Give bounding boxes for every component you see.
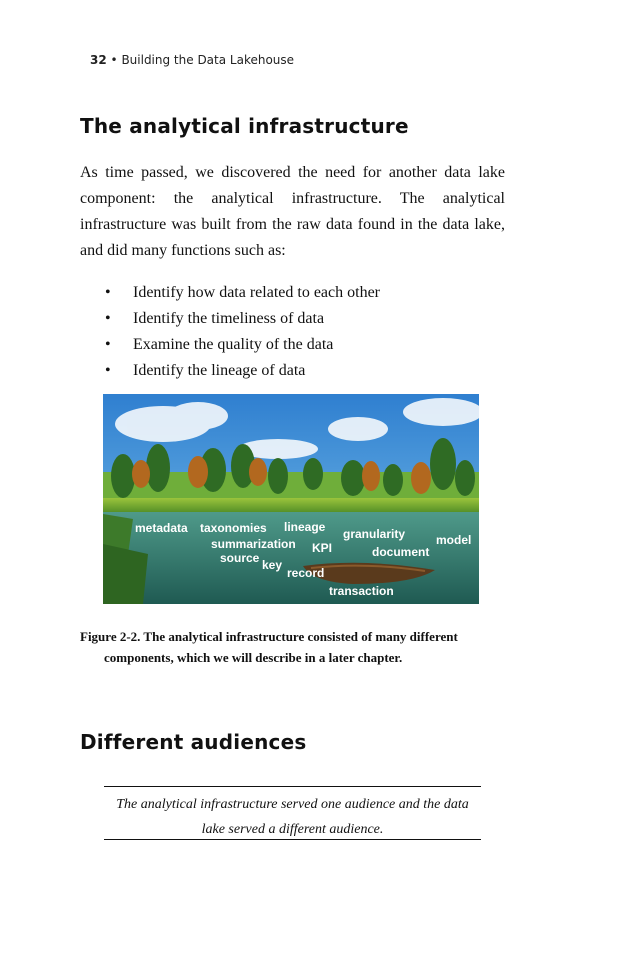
label-transaction: transaction (329, 584, 394, 598)
running-head (90, 53, 294, 67)
figure-caption (80, 626, 510, 668)
pull-quote (104, 792, 481, 842)
label-document: document (372, 545, 430, 559)
list-item (103, 280, 380, 306)
meadow (103, 498, 479, 514)
lake-illustration (103, 394, 479, 604)
label-granularity: granularity (343, 527, 406, 541)
bullet-list (103, 280, 380, 384)
caption-line-1: Figure 2-2. The analytical infrastructure consisted of many different (80, 629, 458, 644)
list-item (103, 358, 380, 384)
label-taxonomies: taxonomies (200, 521, 267, 535)
book-title: Building the Data Lakehouse (121, 53, 295, 67)
quote-rule-top (104, 786, 481, 787)
label-record: record (287, 566, 325, 580)
label-summarization: summarization (211, 537, 296, 551)
label-key: key (262, 558, 283, 572)
intro-paragraph: As time passed, we discovered the need for another data lake component: the analytical infrastructure. The analytical infrastructure was built from the raw data found in the data lake, and did many functions such as: (80, 164, 505, 259)
list-item-text: Identify the timeliness of data (133, 310, 325, 327)
quote-line-1: The analytical infrastructure served one audience and the data (116, 797, 469, 812)
label-model: model (436, 533, 472, 547)
list-item-text: Identify the lineage of data (133, 362, 306, 379)
page-number: 32 (90, 53, 107, 67)
bullet-icon: • (105, 336, 111, 353)
section-heading-different-audiences: Different audiences (80, 730, 307, 754)
label-lineage: lineage (284, 520, 326, 534)
separator: • (110, 53, 118, 67)
quote-rule-bottom (104, 839, 481, 840)
section-heading-analytical-infrastructure: The analytical infrastructure (80, 114, 409, 138)
label-source: source (220, 551, 260, 565)
list-item (103, 306, 380, 332)
caption-line-2: components, which we will describe in a later chapter. (104, 650, 403, 665)
list-item (103, 332, 380, 358)
bullet-icon: • (105, 284, 111, 301)
list-item-text: Examine the quality of the data (133, 336, 334, 353)
quote-line-2: lake served a different audience. (201, 822, 384, 837)
label-kpi: KPI (312, 541, 333, 555)
bullet-icon: • (105, 362, 111, 379)
list-item-text: Identify how data related to each other (133, 284, 380, 301)
label-metadata: metadata (135, 521, 188, 535)
bullet-icon: • (105, 310, 111, 327)
